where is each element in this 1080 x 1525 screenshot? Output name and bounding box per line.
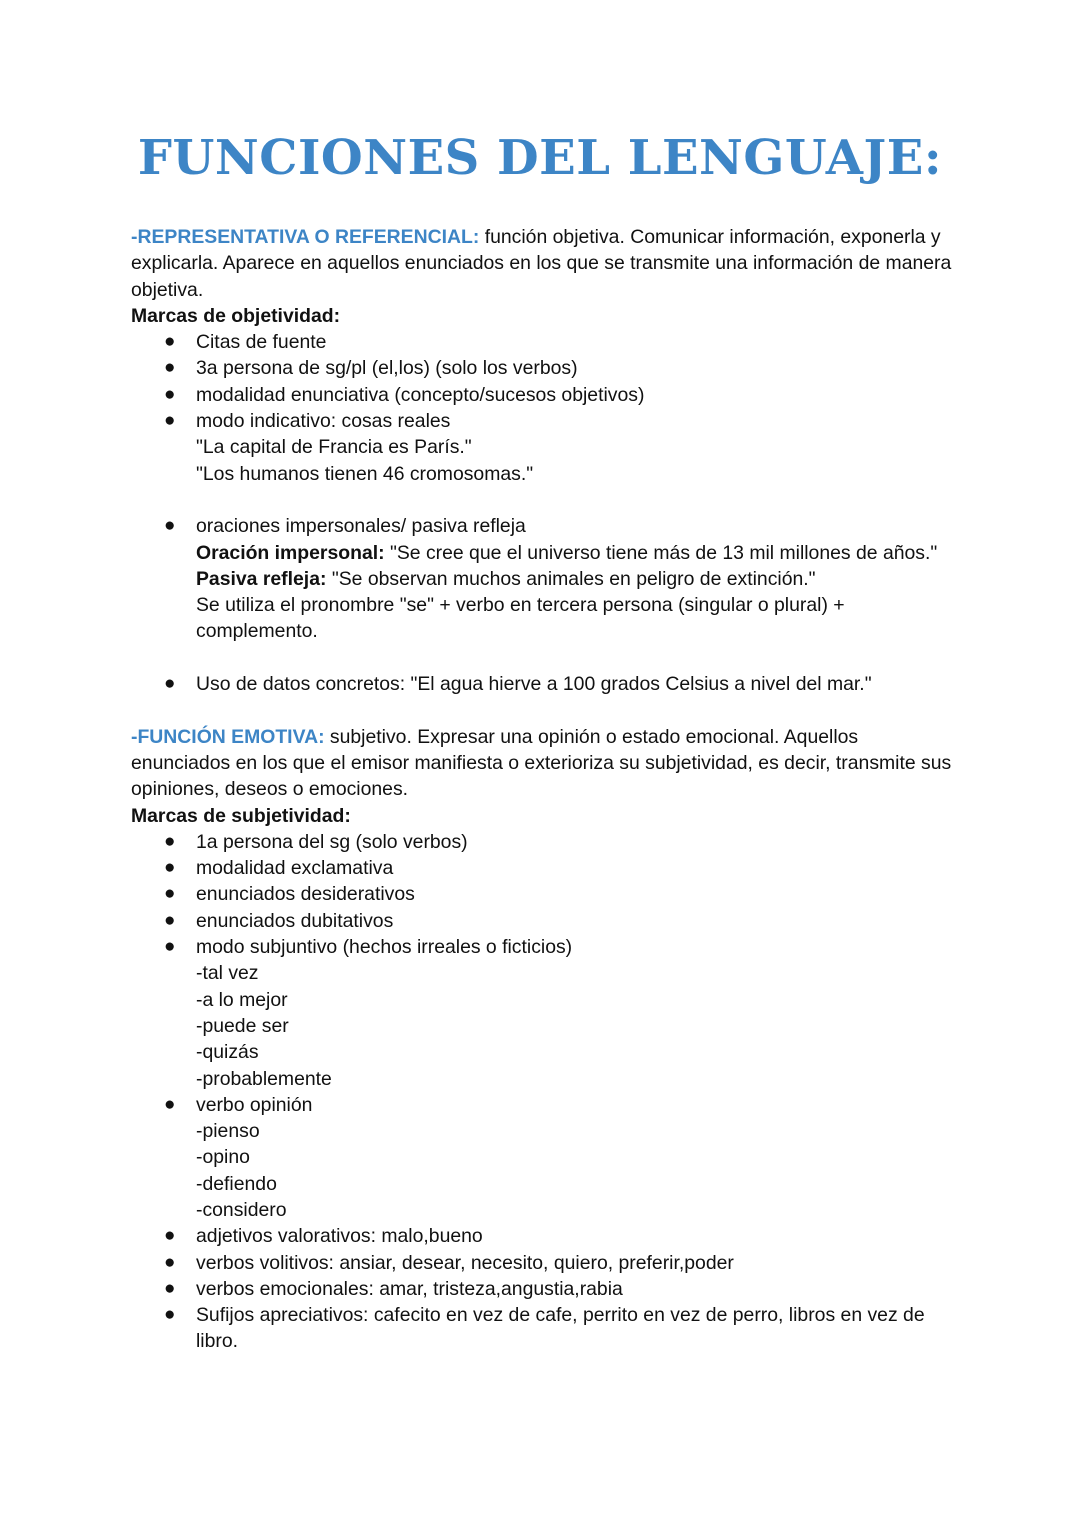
impersonal-example: "Se cree que el universo tiene más de 13 mil millones de años." (384, 541, 938, 564)
section-intro-text: subjetivo. Expresar una opinión o estado emocional. Aquellos enunciados en los que el emisor manifiesta o exterioriza su subjetividad, es decir, transmite sus opiniones, deseos o emociones. (131, 725, 952, 801)
list-item (131, 934, 961, 1092)
list-item-text: modo indicativo: cosas reales (196, 410, 451, 433)
list-item (131, 855, 961, 881)
bullet-icon: ● (164, 515, 176, 537)
bullet-icon: ● (164, 1225, 176, 1247)
section-intro-text: función objetiva. Comunicar información, exponerla y explicarla. Aparece en aquellos enunciados en los que se transmite una información de manera objetiva. (131, 226, 952, 301)
list-item (131, 908, 961, 934)
sub-item: -pienso (196, 1120, 260, 1143)
list-item-text: verbos volitivos: ansiar, desear, necesito, quiero, preferir,poder (196, 1251, 734, 1274)
list-item-text: Citas de fuente (196, 331, 327, 354)
example-text: "Los humanos tienen 46 cromosomas." (196, 462, 534, 485)
document-title: FUNCIONES DEL LENGUAJE: (137, 130, 943, 186)
sub-item: -a lo mejor (196, 988, 288, 1011)
list-item (131, 382, 961, 408)
spacer (131, 487, 961, 513)
sub-item: -defiendo (196, 1172, 277, 1195)
sub-item: -puede ser (196, 1014, 289, 1037)
sub-item: -probablemente (196, 1067, 332, 1090)
list-item-text: oraciones impersonales/ pasiva refleja (196, 515, 526, 538)
list-item-text: modalidad exclamativa (196, 857, 394, 880)
list-item (131, 355, 961, 381)
list-item-text: modo subjuntivo (hechos irreales o ficticios) (196, 936, 573, 959)
list-item (131, 671, 961, 697)
marks-title: Marcas de objetividad: (131, 304, 341, 327)
passive-note: Se utiliza el pronombre "se" + verbo en tercera persona (singular o plural) + complemento. (196, 594, 845, 643)
section-emotiva-intro (131, 724, 961, 803)
list-item (131, 881, 961, 907)
bullet-icon: ● (164, 857, 176, 879)
example-text: "La capital de Francia es París." (196, 436, 472, 459)
list-item-text: 3a persona de sg/pl (el,los) (solo los verbos) (196, 357, 578, 380)
bullet-icon: ● (164, 936, 176, 958)
sub-item: -opino (196, 1146, 250, 1169)
section-representativa-intro (131, 224, 961, 303)
spacer (131, 697, 961, 723)
bullet-icon: ● (164, 1251, 176, 1273)
bullet-icon: ● (164, 331, 176, 353)
marks-title: Marcas de subjetividad: (131, 804, 351, 827)
list-item (131, 1223, 961, 1249)
list-item-text: Sufijos apreciativos: cafecito en vez de cafe, perrito en vez de perro, libros en vez de libro. (196, 1304, 925, 1353)
objectivity-marks-list (131, 329, 961, 697)
bullet-icon: ● (164, 673, 176, 695)
bullet-icon: ● (164, 357, 176, 379)
list-item (131, 1092, 961, 1223)
list-item (131, 1250, 961, 1276)
bullet-icon: ● (164, 883, 176, 905)
list-item (131, 829, 961, 855)
passive-label: Pasiva refleja: (196, 567, 327, 590)
section-heading: -FUNCIÓN EMOTIVA: (131, 725, 325, 748)
bullet-icon: ● (164, 410, 176, 432)
list-item-text: enunciados dubitativos (196, 909, 394, 932)
list-item-text: verbos emocionales: amar, tristeza,angustia,rabia (196, 1277, 623, 1300)
list-item-text: Uso de datos concretos: "El agua hierve a 100 grados Celsius a nivel del mar." (196, 673, 872, 696)
bullet-icon: ● (164, 1093, 176, 1115)
passive-example: "Se observan muchos animales en peligro de extinción." (326, 567, 816, 590)
bullet-icon: ● (164, 383, 176, 405)
document-body (131, 224, 961, 1355)
subjectivity-marks-list (131, 829, 961, 1355)
bullet-icon: ● (164, 830, 176, 852)
list-item (131, 1276, 961, 1302)
sub-item: -tal vez (196, 962, 259, 985)
sub-item: -quizás (196, 1041, 259, 1064)
list-item-text: enunciados desiderativos (196, 883, 415, 906)
section-heading: -REPRESENTATIVA O REFERENCIAL: (131, 226, 480, 248)
list-item (131, 329, 961, 355)
list-item-text: 1a persona del sg (solo verbos) (196, 830, 468, 853)
spacer (131, 645, 961, 671)
list-item-text: verbo opinión (196, 1093, 313, 1116)
bullet-icon: ● (164, 1277, 176, 1299)
bullet-icon: ● (164, 909, 176, 931)
impersonal-label: Oración impersonal: (196, 541, 385, 564)
sub-item: -considero (196, 1198, 287, 1221)
list-item-text: modalidad enunciativa (concepto/sucesos objetivos) (196, 383, 645, 406)
bullet-icon: ● (164, 1304, 176, 1326)
list-item (131, 1302, 961, 1355)
list-item (131, 513, 961, 644)
list-item-text: adjetivos valorativos: malo,bueno (196, 1225, 483, 1248)
list-item (131, 408, 961, 487)
